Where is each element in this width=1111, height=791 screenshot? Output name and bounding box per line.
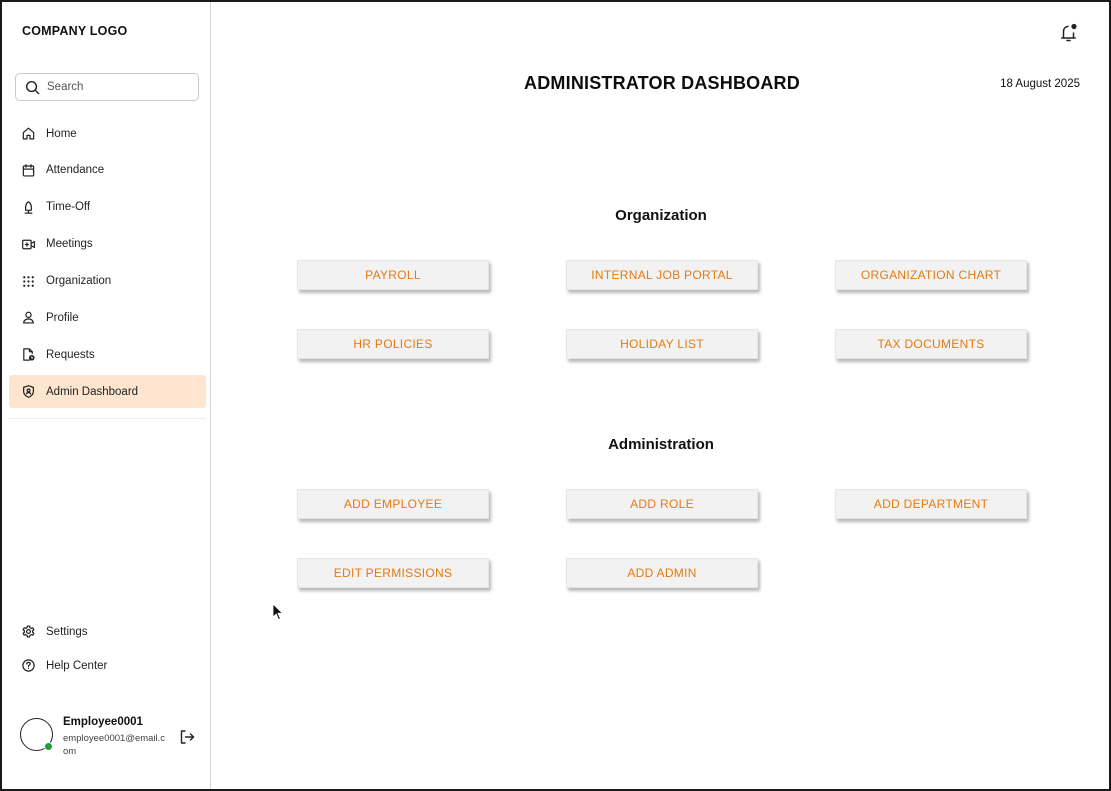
sidebar-item-admin-dashboard[interactable]: [9, 375, 206, 408]
mouse-cursor-icon: [272, 603, 284, 621]
time-off-icon: [21, 200, 36, 215]
gear-icon: [21, 624, 36, 639]
search-icon: [25, 80, 40, 95]
sidebar-item-label: Time-Off: [46, 201, 91, 214]
sidebar-item-meetings[interactable]: [9, 228, 206, 261]
holiday-list-button[interactable]: HOLIDAY LIST: [566, 329, 758, 359]
section-title-administration: Administration: [608, 436, 714, 453]
shield-icon: [21, 384, 36, 399]
sidebar-item-profile[interactable]: [9, 301, 206, 334]
home-icon: [21, 126, 36, 141]
sidebar-item-label: Meetings: [46, 238, 93, 251]
sidebar-item-label: Admin Dashboard: [46, 385, 139, 398]
sidebar-item-label: Help Center: [46, 659, 108, 672]
current-date: 18 August 2025: [1000, 78, 1080, 90]
edit-permissions-button[interactable]: EDIT PERMISSIONS: [297, 558, 489, 588]
tax-documents-button[interactable]: TAX DOCUMENTS: [835, 329, 1027, 359]
internal-job-portal-button[interactable]: INTERNAL JOB PORTAL: [566, 260, 758, 290]
online-status-indicator: [44, 742, 53, 751]
sidebar-item-home[interactable]: [9, 117, 206, 150]
notification-bell-icon[interactable]: [1058, 22, 1080, 44]
sidebar-item-label: Settings: [46, 625, 88, 638]
section-title-organization: Organization: [615, 207, 707, 224]
payroll-button[interactable]: PAYROLL: [297, 260, 489, 290]
sidebar-item-time-off[interactable]: [9, 191, 206, 224]
sidebar-item-label: Profile: [46, 311, 79, 324]
sidebar-nav: [9, 117, 206, 412]
search-input[interactable]: [47, 81, 187, 93]
add-admin-button[interactable]: ADD ADMIN: [566, 558, 758, 588]
grid-icon: [21, 274, 36, 289]
sidebar: [2, 2, 211, 789]
user-icon: [21, 310, 36, 325]
sidebar-item-settings[interactable]: [9, 615, 206, 648]
nav-divider: [9, 418, 206, 419]
calendar-icon: [21, 163, 36, 178]
search-box[interactable]: [15, 73, 199, 101]
sidebar-item-label: Organization: [46, 275, 112, 288]
help-icon: [21, 658, 36, 673]
organization-chart-button[interactable]: ORGANIZATION CHART: [835, 260, 1027, 290]
company-logo[interactable]: COMPANY LOGO: [22, 24, 128, 38]
sidebar-item-label: Attendance: [46, 164, 105, 177]
sidebar-bottom-nav: [9, 615, 206, 683]
video-icon: [21, 237, 36, 252]
hr-policies-button[interactable]: HR POLICIES: [297, 329, 489, 359]
add-department-button[interactable]: ADD DEPARTMENT: [835, 489, 1027, 519]
user-email: employee0001@email.com: [63, 733, 166, 757]
add-role-button[interactable]: ADD ROLE: [566, 489, 758, 519]
sidebar-item-label: Requests: [46, 348, 95, 361]
sidebar-item-requests[interactable]: [9, 338, 206, 371]
document-clock-icon: [21, 347, 36, 362]
sidebar-item-attendance[interactable]: [9, 154, 206, 187]
user-profile-card[interactable]: [20, 715, 200, 765]
add-employee-button[interactable]: ADD EMPLOYEE: [297, 489, 489, 519]
sidebar-item-label: Home: [46, 127, 77, 140]
logout-icon[interactable]: [178, 728, 196, 746]
sidebar-item-organization[interactable]: [9, 265, 206, 298]
sidebar-item-help-center[interactable]: [9, 649, 206, 682]
page-title: ADMINISTRATOR DASHBOARD: [524, 73, 800, 93]
user-name: Employee0001: [63, 716, 143, 728]
